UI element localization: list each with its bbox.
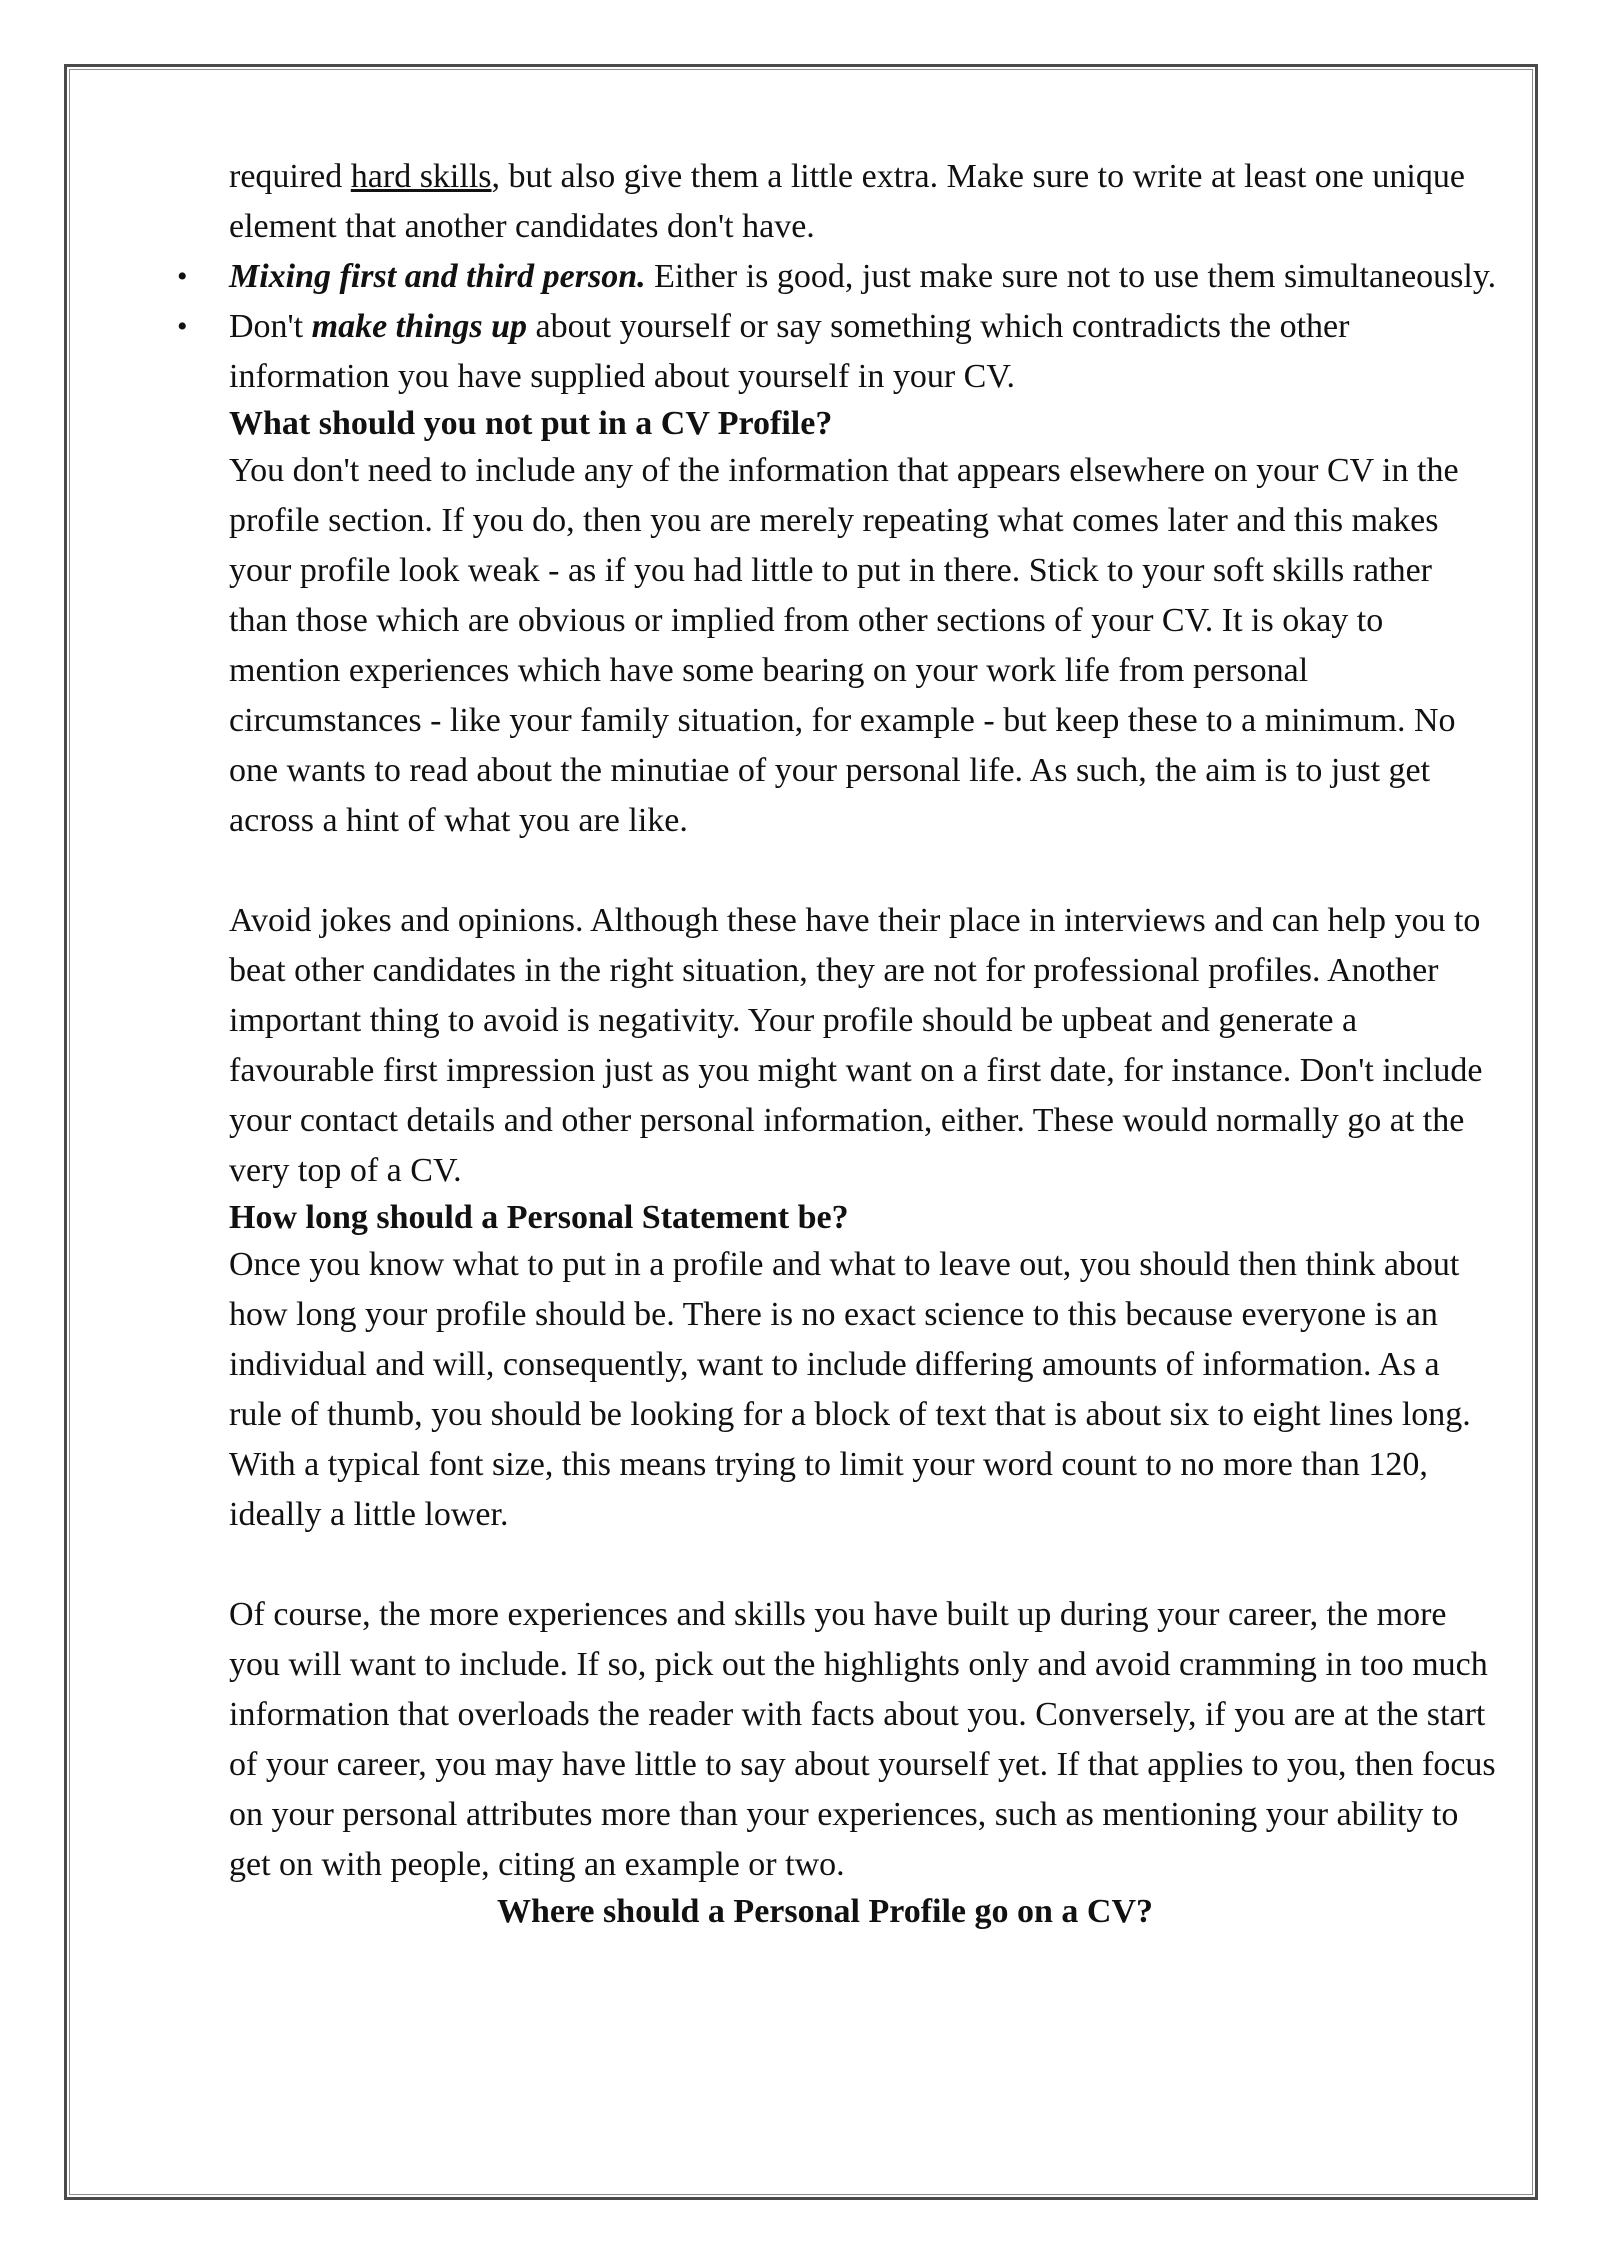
bullet-icon: •	[177, 260, 188, 293]
document-body	[177, 152, 1499, 1934]
bullet-icon: •	[177, 310, 188, 343]
paragraph-spacer	[229, 846, 1499, 896]
bullet-emphasis: Mixing first and third person.	[229, 258, 646, 295]
tips-list	[177, 252, 1499, 402]
section2-paragraph-2: Of course, the more experiences and skills you have built up during your career, the more you will want to include. If so, pick out the highlights only and avoid cramming in too much information that overloads the reader with facts about you. Conversely, if you are at the start of your career, you may have little to say about yourself yet. If that applies to you, then focus on your personal attributes more than your experiences, such as mentioning your ability to get on with people, citing an example or two.	[229, 1596, 1496, 1883]
section1-paragraph-1: You don't need to include any of the information that appears elsewhere on your CV in the profile section. If you do, then you are merely repeating what comes later and this makes your profile look weak - as if you had little to put in there. Stick to your soft skills rather than those which are obvious or implied from other sections of your CV. It is okay to mention experiences which have some bearing on your work life from personal circumstances - like your family situation, for example - but keep these to a minimum. No one wants to read about the minutiae of your personal life. As such, the aim is to just get across a hint of what you are like.	[229, 452, 1459, 839]
section2-paragraph-1: Once you know what to put in a profile and what to leave out, you should then think about how long your profile should be. There is no exact science to this because everyone is an individual and will, consequently, want to include differing amounts of information. As a rule of thumb, you should be looking for a block of text that is about six to eight lines long. With a typical font size, this means trying to limit your word count to no more than 120, ideally a little lower.	[229, 1246, 1471, 1533]
bullet-prefix: Don't	[229, 308, 312, 345]
intro-paragraph	[229, 152, 1499, 252]
list-item	[177, 252, 1499, 302]
section1-paragraph-2: Avoid jokes and opinions. Although these have their place in interviews and can help you to beat other candidates in the right situation, they are not for professional profiles. Another important thing to avoid is negativity. Your profile should be upbeat and generate a favourable first impression just as you might want on a first date, for instance. Don't include your contact details and other personal information, either. These would normally go at the very top of a CV.	[229, 902, 1483, 1189]
section-heading-how-long: How long should a Personal Statement be?	[229, 1199, 849, 1236]
bullet-text: Either is good, just make sure not to use them simultaneously.	[645, 258, 1497, 295]
bullet-text: about yourself or say something which contradicts the other information you have supplied about yourself in your CV.	[229, 308, 1350, 395]
bullet-emphasis: make things up	[311, 308, 528, 345]
hard-skills-link[interactable]: hard skills	[350, 158, 492, 195]
section-heading-where: Where should a Personal Profile go on a CV?	[496, 1893, 1154, 1930]
intro-text-start: required	[229, 158, 351, 195]
paragraph-spacer	[229, 1540, 1499, 1590]
list-item	[177, 302, 1499, 402]
section-heading-not-put: What should you not put in a CV Profile?	[229, 405, 833, 442]
intro-text-end: , but also give them a little extra. Make sure to write at least one unique element that another candidates don't have.	[229, 158, 1465, 245]
